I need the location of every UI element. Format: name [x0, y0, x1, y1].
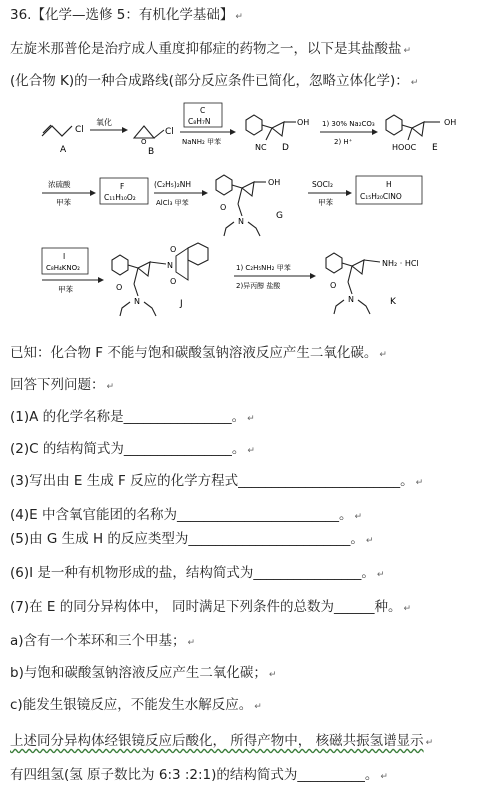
compound-h-box [356, 176, 422, 204]
paragraph-mark-icon: ↵ [376, 570, 385, 580]
question-1 [10, 408, 255, 428]
compound-j-amide-o: O [116, 283, 123, 292]
compound-g-o: O [220, 203, 227, 212]
intro-text-2: (化合物 K)的一种合成路线(部分反应条件已简化，忽略立体化学)： [10, 73, 409, 89]
compound-e-oh: OH [444, 118, 457, 127]
question-4-text: (4)E 中含氧官能团的名称为________________________。 [10, 507, 353, 523]
compound-j-o-top: O [170, 245, 177, 254]
compound-d [246, 115, 309, 153]
paragraph-mark-icon: ↵ [268, 670, 277, 680]
reagent-h2so4: 浓硫酸 [48, 180, 71, 189]
compound-j-amide-n: N [134, 297, 140, 306]
known-text: 已知：化合物 F 不能与饱和碳酸氢钠溶液反应产生二氧化碳。 [10, 345, 378, 361]
label-e: E [432, 143, 438, 153]
compound-i-box [42, 248, 104, 294]
compound-f-formula: C₁₁H₁₀O₂ [104, 193, 136, 202]
arrow-f-g [154, 180, 208, 207]
compound-k-nh2hcl: NH₂ · HCl [382, 259, 419, 268]
reagent-socl2: SOCl₂ [312, 180, 333, 189]
compound-k [326, 253, 419, 314]
paragraph-mark-icon: ↵ [410, 78, 419, 88]
label-j: J [180, 299, 183, 309]
compound-h-formula: C₁₅H₂₀ClNO [360, 192, 402, 201]
compound-a [42, 125, 84, 155]
reagent-c-formula: C₈H₇N [188, 117, 211, 126]
paragraph-mark-icon: ↵ [247, 414, 255, 424]
question-5-text: (5)由 G 生成 H 的反应类型为________________________。 [10, 531, 364, 547]
compound-k-o: O [330, 281, 337, 290]
reagent-toluene-3: 甲苯 [58, 285, 73, 294]
compound-b [134, 126, 174, 157]
compound-d-oh: OH [297, 118, 310, 127]
paragraph-mark-icon: ↵ [379, 350, 387, 360]
condition-b-text: b)与饱和碳酸氢钠溶液反应产生二氧化碳； [10, 665, 267, 681]
reagent-toluene-1: 甲苯 [56, 198, 71, 207]
final-text-1: 上述同分异构体经银镜反应后酸化， 所得产物中， 核磁共振氢谱显示 [10, 733, 424, 749]
question-1-text: (1)A 的化学名称是________________。 [10, 409, 246, 425]
label-g: G [276, 211, 283, 221]
paragraph-mark-icon: ↵ [354, 512, 362, 522]
question-6-text: (6)I 是一种有机物形成的盐，结构简式为________________。 [10, 565, 375, 581]
compound-i-formula: C₈H₄KNO₂ [46, 264, 80, 272]
final-statement-line-2 [10, 766, 388, 786]
compound-e [386, 115, 456, 153]
compound-g-oh: OH [268, 178, 281, 187]
question-2-text: (2)C 的结构简式为________________。 [10, 441, 246, 457]
question-3 [10, 472, 423, 492]
answer-prompt-text: 回答下列问题： [10, 377, 105, 393]
paragraph-mark-icon: ↵ [403, 46, 412, 56]
compound-d-nc: NC [255, 143, 267, 152]
compound-i-label: I [63, 252, 66, 261]
question-header [10, 6, 243, 26]
condition-c [10, 696, 262, 716]
reagent-alcl3: AlCl₃ 甲苯 [156, 199, 189, 207]
reagent-ethylamine: 1) C₂H₅NH₂ 甲苯 [236, 264, 291, 272]
paragraph-mark-icon: ↵ [415, 478, 424, 488]
condition-b [10, 664, 276, 684]
reagent-nanh2: NaNH₂ 甲苯 [182, 138, 222, 146]
compound-j [112, 243, 208, 316]
paragraph-mark-icon: ↵ [380, 772, 388, 782]
known-statement [10, 344, 387, 364]
compound-j-o-bottom: O [170, 277, 177, 286]
arrow-e-f [42, 179, 96, 207]
answer-prompt [10, 376, 114, 396]
arrow-a-b [90, 117, 128, 133]
label-a: A [60, 145, 67, 155]
question-7 [10, 598, 411, 618]
condition-a [10, 632, 195, 652]
label-k: K [390, 297, 396, 307]
paragraph-mark-icon: ↵ [254, 702, 262, 712]
compound-e-hooc: HOOC [392, 143, 417, 152]
question-6 [10, 564, 384, 584]
paragraph-mark-icon: ↵ [365, 536, 374, 546]
label-b: B [148, 147, 155, 157]
question-5 [10, 530, 373, 550]
compound-h-label: H [386, 180, 392, 189]
intro-line-1 [10, 40, 411, 60]
compound-f-label: F [120, 182, 125, 191]
compound-b-cl: Cl [165, 127, 174, 137]
arrow-j-k [234, 263, 316, 290]
intro-line-2 [10, 72, 418, 92]
reagent-diethylamine: (C₂H₅)₂NH [154, 180, 191, 189]
compound-j-n: N [167, 261, 173, 270]
paragraph-mark-icon: ↵ [403, 604, 412, 614]
svg-text:O: O [141, 138, 147, 146]
paragraph-mark-icon: ↵ [247, 446, 255, 456]
label-d: D [282, 143, 289, 153]
compound-g-n: N [238, 217, 244, 226]
reagent-isopropanol: 2)异丙醇 盐酸 [236, 282, 281, 290]
reagent-na2co3: 1) 30% Na₂CO₃ [322, 120, 375, 128]
reagent-acid: 2) H⁺ [334, 138, 353, 146]
arrow-g-h [308, 180, 352, 207]
reagent-toluene-2: 甲苯 [318, 198, 333, 207]
paragraph-mark-icon: ↵ [235, 12, 243, 22]
question-2 [10, 440, 255, 460]
condition-c-text: c)能发生银镜反应，不能发生水解反应。 [10, 697, 253, 713]
compound-a-cl: Cl [75, 125, 84, 135]
compound-g [216, 175, 283, 236]
paragraph-mark-icon: ↵ [106, 382, 115, 392]
final-statement-line-1 [10, 732, 433, 752]
reagent-oxidation: 氧化 [96, 118, 112, 127]
intro-text-1: 左旋米那普伦是治疗成人重度抑郁症的药物之一，以下是其盐酸盐 [10, 41, 402, 57]
question-3-text: (3)写出由 E 生成 F 反应的化学方程式________________________。 [10, 473, 414, 489]
question-7-text: (7)在 E 的同分异构体中， 同时满足下列条件的总数为______种。 [10, 599, 402, 615]
final-text-2: 有四组氢(氢 原子数比为 6:3 :2:1)的结构简式为__________。 [10, 767, 379, 783]
header-text: 36.【化学—选修 5：有机化学基础】 [10, 7, 234, 23]
arrow-d-e [320, 120, 378, 146]
paragraph-mark-icon: ↵ [425, 738, 434, 748]
question-4 [10, 506, 362, 526]
paragraph-mark-icon: ↵ [187, 638, 196, 648]
arrow-b-d [180, 103, 236, 146]
condition-a-text: a)含有一个苯环和三个甲基； [10, 633, 186, 649]
compound-k-n: N [348, 295, 354, 304]
synthesis-scheme [20, 98, 490, 328]
compound-f-box [100, 178, 148, 204]
reagent-c-label: C [200, 106, 206, 115]
